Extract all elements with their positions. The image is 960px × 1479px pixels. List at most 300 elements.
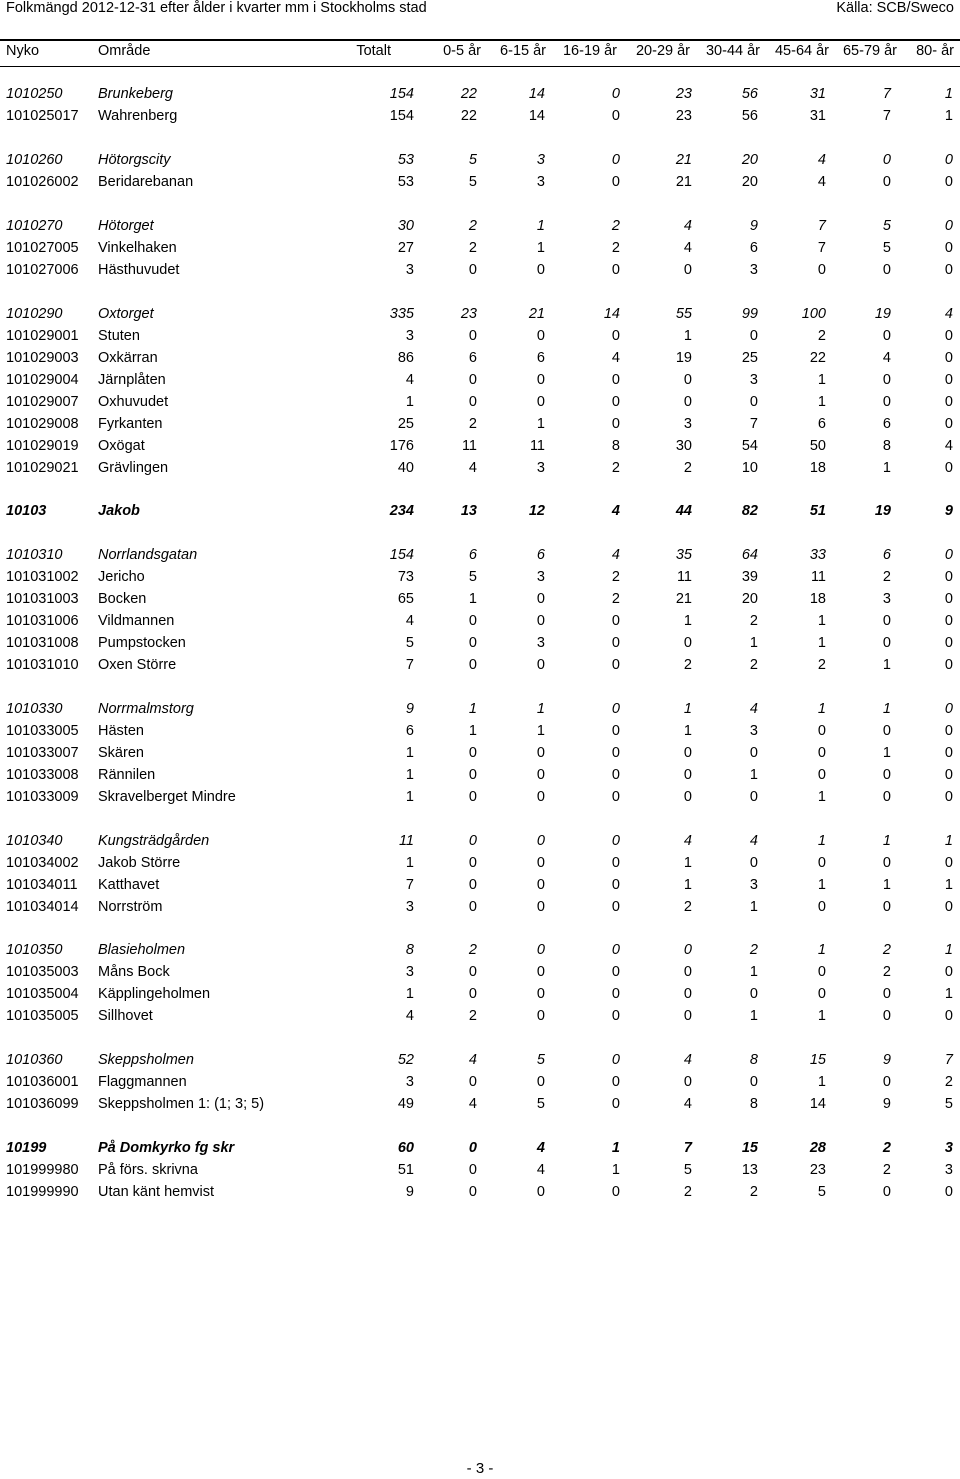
cell-value: 40 — [397, 460, 414, 476]
cell-value: 1 — [944, 108, 953, 124]
cell-omrade: Sillhovet — [98, 1008, 153, 1024]
cell-value: 1 — [683, 701, 692, 717]
cell-omrade: Oxtorget — [98, 306, 154, 322]
cell-value: 154 — [389, 547, 414, 563]
cell-value: 6 — [536, 350, 545, 366]
cell-value: 3 — [405, 964, 414, 980]
cell-value: 0 — [683, 262, 692, 278]
cell-value: 20 — [741, 591, 758, 607]
cell-value: 3 — [405, 1074, 414, 1090]
cell-value: 0 — [944, 328, 953, 344]
cell-value: 0 — [611, 262, 620, 278]
cell-value: 2 — [749, 942, 758, 958]
table-row — [0, 173, 960, 193]
cell-value: 19 — [874, 503, 891, 519]
cell-value: 8 — [405, 942, 414, 958]
cell-value: 52 — [397, 1052, 414, 1068]
cell-value: 0 — [749, 855, 758, 871]
cell-value: 0 — [611, 108, 620, 124]
cell-value: 0 — [611, 328, 620, 344]
cell-omrade: Hästhuvudet — [98, 262, 180, 278]
cell-value: 0 — [468, 789, 477, 805]
cell-value: 51 — [397, 1162, 414, 1178]
cell-value: 15 — [809, 1052, 826, 1068]
cell-value: 0 — [944, 152, 953, 168]
cell-value: 1 — [944, 942, 953, 958]
cell-value: 12 — [528, 503, 545, 519]
cell-value: 1 — [536, 240, 545, 256]
cell-nyko: 101031010 — [6, 657, 79, 673]
cell-nyko: 101035003 — [6, 964, 79, 980]
cell-omrade: Beridarebanan — [98, 174, 194, 190]
cell-value: 0 — [749, 1074, 758, 1090]
cell-omrade: Katthavet — [98, 877, 160, 893]
cell-value: 3 — [536, 635, 545, 651]
cell-omrade: Fyrkanten — [98, 416, 163, 432]
cell-value: 13 — [741, 1162, 758, 1178]
cell-value: 0 — [536, 833, 545, 849]
cell-value: 4 — [882, 350, 891, 366]
cell-value: 9 — [882, 1096, 891, 1112]
cell-value: 1 — [683, 723, 692, 739]
cell-omrade: Hötorget — [98, 218, 154, 234]
cell-value: 1 — [536, 701, 545, 717]
cell-value: 15 — [741, 1140, 758, 1156]
cell-value: 1 — [405, 789, 414, 805]
cell-value: 8 — [882, 438, 891, 454]
cell-omrade: Oxögat — [98, 438, 145, 454]
cell-omrade: Rännilen — [98, 767, 156, 783]
cell-value: 1 — [536, 218, 545, 234]
cell-nyko: 1010290 — [6, 306, 63, 322]
cell-value: 82 — [741, 503, 758, 519]
cell-value: 11 — [529, 438, 545, 454]
cell-value: 0 — [468, 767, 477, 783]
cell-value: 2 — [611, 591, 620, 607]
table-row — [0, 985, 960, 1005]
cell-omrade: Hästen — [98, 723, 144, 739]
cell-value: 1 — [749, 767, 758, 783]
cell-value: 0 — [683, 942, 692, 958]
cell-value: 13 — [460, 503, 477, 519]
column-header-80: 80- år — [916, 43, 954, 59]
cell-value: 0 — [944, 262, 953, 278]
cell-value: 2 — [611, 569, 620, 585]
cell-value: 154 — [389, 86, 414, 102]
table-row — [0, 546, 960, 566]
cell-value: 0 — [683, 394, 692, 410]
cell-value: 1 — [468, 723, 477, 739]
cell-value: 4 — [468, 1096, 477, 1112]
cell-value: 0 — [882, 328, 891, 344]
cell-value: 64 — [741, 547, 758, 563]
cell-value: 19 — [675, 350, 692, 366]
cell-value: 5 — [468, 569, 477, 585]
cell-value: 1 — [611, 1140, 620, 1156]
cell-value: 0 — [468, 899, 477, 915]
cell-value: 0 — [611, 1052, 620, 1068]
cell-value: 4 — [817, 174, 826, 190]
cell-value: 2 — [749, 613, 758, 629]
cell-value: 5 — [536, 1096, 545, 1112]
cell-value: 5 — [882, 240, 891, 256]
table-row — [0, 876, 960, 896]
cell-value: 0 — [944, 613, 953, 629]
cell-nyko: 10199 — [6, 1140, 47, 1156]
cell-value: 33 — [809, 547, 826, 563]
column-header-45-64: 45-64 år — [774, 43, 829, 59]
cell-value: 0 — [683, 1074, 692, 1090]
cell-value: 2 — [468, 942, 477, 958]
cell-value: 0 — [468, 1074, 477, 1090]
cell-value: 3 — [749, 372, 758, 388]
cell-value: 4 — [611, 503, 620, 519]
cell-value: 1 — [405, 745, 414, 761]
cell-value: 3 — [683, 416, 692, 432]
cell-value: 19 — [874, 306, 891, 322]
cell-value: 60 — [397, 1140, 414, 1156]
cell-value: 1 — [468, 701, 477, 717]
cell-value: 4 — [405, 1008, 414, 1024]
cell-omrade: Oxkärran — [98, 350, 158, 366]
cell-value: 0 — [611, 855, 620, 871]
cell-value: 0 — [882, 1184, 891, 1200]
cell-value: 44 — [675, 503, 692, 519]
cell-value: 0 — [944, 569, 953, 585]
cell-value: 1 — [749, 964, 758, 980]
cell-nyko: 1010330 — [6, 701, 63, 717]
cell-value: 0 — [536, 789, 545, 805]
cell-value: 3 — [749, 723, 758, 739]
cell-value: 4 — [536, 1140, 545, 1156]
cell-value: 154 — [389, 108, 414, 124]
cell-value: 4 — [749, 833, 758, 849]
cell-nyko: 10103 — [6, 503, 47, 519]
cell-value: 22 — [460, 108, 477, 124]
table-row — [0, 941, 960, 961]
cell-value: 0 — [468, 372, 477, 388]
cell-value: 0 — [944, 855, 953, 871]
cell-value: 0 — [749, 328, 758, 344]
cell-value: 0 — [536, 942, 545, 958]
cell-nyko: 101035005 — [6, 1008, 79, 1024]
cell-value: 9 — [749, 218, 758, 234]
cell-value: 23 — [460, 306, 477, 322]
cell-omrade: Flaggmannen — [98, 1074, 187, 1090]
cell-nyko: 1010350 — [6, 942, 63, 958]
cell-value: 176 — [389, 438, 414, 454]
cell-value: 1 — [817, 372, 826, 388]
cell-value: 0 — [882, 152, 891, 168]
cell-omrade: Blasieholmen — [98, 942, 186, 958]
cell-value: 0 — [611, 86, 620, 102]
column-header-65-79: 65-79 år — [842, 43, 897, 59]
cell-value: 56 — [741, 86, 758, 102]
cell-omrade: Brunkeberg — [98, 86, 173, 102]
cell-value: 0 — [882, 986, 891, 1002]
cell-omrade: Norrmalmstorg — [98, 701, 194, 717]
cell-value: 5 — [468, 174, 477, 190]
cell-value: 22 — [809, 350, 826, 366]
cell-value: 1 — [944, 986, 953, 1002]
cell-value: 0 — [944, 899, 953, 915]
cell-value: 0 — [749, 745, 758, 761]
cell-value: 0 — [683, 767, 692, 783]
table-row — [0, 327, 960, 347]
cell-value: 3 — [749, 262, 758, 278]
cell-value: 3 — [536, 174, 545, 190]
cell-value: 0 — [536, 1008, 545, 1024]
cell-nyko: 101027005 — [6, 240, 79, 256]
cell-value: 2 — [683, 899, 692, 915]
cell-value: 0 — [536, 899, 545, 915]
table-row — [0, 393, 960, 413]
cell-value: 7 — [405, 657, 414, 673]
cell-value: 0 — [882, 262, 891, 278]
cell-value: 0 — [611, 394, 620, 410]
table-row — [0, 854, 960, 874]
cell-value: 1 — [882, 833, 891, 849]
cell-value: 0 — [611, 723, 620, 739]
cell-value: 0 — [611, 701, 620, 717]
cell-value: 0 — [944, 174, 953, 190]
cell-value: 1 — [817, 701, 826, 717]
cell-value: 0 — [468, 635, 477, 651]
cell-omrade: Bocken — [98, 591, 147, 607]
cell-value: 0 — [611, 635, 620, 651]
cell-value: 5 — [944, 1096, 953, 1112]
cell-value: 0 — [882, 723, 891, 739]
cell-value: 0 — [611, 964, 620, 980]
cell-value: 23 — [809, 1162, 826, 1178]
cell-omrade: Skeppsholmen — [98, 1052, 194, 1068]
cell-value: 4 — [611, 350, 620, 366]
cell-value: 2 — [882, 569, 891, 585]
table-row — [0, 85, 960, 105]
cell-value: 0 — [882, 635, 891, 651]
table-row — [0, 107, 960, 127]
cell-value: 2 — [817, 657, 826, 673]
cell-omrade: Wahrenberg — [98, 108, 178, 124]
cell-value: 2 — [882, 1140, 891, 1156]
cell-value: 21 — [675, 152, 692, 168]
table-row — [0, 1183, 960, 1203]
cell-value: 4 — [683, 240, 692, 256]
cell-value: 1 — [405, 394, 414, 410]
cell-value: 14 — [528, 86, 545, 102]
cell-value: 0 — [536, 964, 545, 980]
cell-value: 4 — [536, 1162, 545, 1178]
cell-value: 0 — [749, 986, 758, 1002]
cell-value: 0 — [536, 745, 545, 761]
cell-value: 1 — [944, 877, 953, 893]
cell-value: 7 — [683, 1140, 692, 1156]
cell-value: 23 — [675, 86, 692, 102]
cell-value: 7 — [749, 416, 758, 432]
cell-value: 0 — [611, 174, 620, 190]
cell-value: 1 — [817, 613, 826, 629]
cell-value: 0 — [468, 613, 477, 629]
column-header-16-19: 16-19 år — [562, 43, 617, 59]
cell-value: 0 — [468, 986, 477, 1002]
cell-nyko: 101029004 — [6, 372, 79, 388]
cell-value: 1 — [882, 657, 891, 673]
cell-value: 9 — [882, 1052, 891, 1068]
cell-value: 1 — [405, 855, 414, 871]
table-row — [0, 788, 960, 808]
cell-value: 0 — [882, 174, 891, 190]
cell-omrade: Jakob Större — [98, 855, 181, 871]
cell-value: 2 — [683, 460, 692, 476]
cell-value: 0 — [468, 1140, 477, 1156]
cell-nyko: 101033005 — [6, 723, 79, 739]
cell-omrade: Järnplåten — [98, 372, 166, 388]
cell-value: 2 — [611, 460, 620, 476]
cell-nyko: 1010260 — [6, 152, 63, 168]
cell-nyko: 1010250 — [6, 86, 63, 102]
cell-value: 22 — [460, 86, 477, 102]
cell-omrade: Jakob — [98, 503, 140, 519]
cell-value: 55 — [675, 306, 692, 322]
column-header-totalt: Totalt — [356, 43, 391, 59]
cell-value: 4 — [683, 1096, 692, 1112]
cell-value: 0 — [944, 1008, 953, 1024]
cell-value: 0 — [683, 745, 692, 761]
table-row — [0, 437, 960, 457]
cell-value: 6 — [749, 240, 758, 256]
cell-value: 51 — [809, 503, 826, 519]
cell-omrade: Utan känt hemvist — [98, 1184, 215, 1200]
cell-omrade: Skeppsholmen 1: (1; 3; 5) — [98, 1096, 265, 1112]
cell-value: 50 — [809, 438, 826, 454]
cell-value: 0 — [536, 372, 545, 388]
cell-value: 0 — [536, 394, 545, 410]
cell-nyko: 101029008 — [6, 416, 79, 432]
cell-value: 0 — [944, 591, 953, 607]
cell-value: 7 — [882, 108, 891, 124]
table-row — [0, 459, 960, 479]
cell-value: 2 — [611, 218, 620, 234]
cell-value: 18 — [809, 591, 826, 607]
cell-value: 0 — [944, 416, 953, 432]
cell-omrade: Skären — [98, 745, 144, 761]
cell-value: 30 — [675, 438, 692, 454]
cell-value: 1 — [405, 986, 414, 1002]
cell-value: 3 — [749, 877, 758, 893]
cell-value: 1 — [817, 635, 826, 651]
cell-nyko: 101034002 — [6, 855, 79, 871]
cell-value: 0 — [468, 877, 477, 893]
cell-value: 4 — [468, 1052, 477, 1068]
cell-value: 5 — [882, 218, 891, 234]
cell-value: 0 — [817, 262, 826, 278]
column-header-20-29: 20-29 år — [635, 43, 690, 59]
cell-nyko: 101031003 — [6, 591, 79, 607]
cell-value: 0 — [882, 1074, 891, 1090]
cell-value: 0 — [611, 877, 620, 893]
cell-omrade: På förs. skrivna — [98, 1162, 198, 1178]
cell-value: 0 — [611, 613, 620, 629]
table-row — [0, 963, 960, 983]
cell-value: 1 — [944, 86, 953, 102]
cell-omrade: Grävlingen — [98, 460, 169, 476]
cell-value: 65 — [397, 591, 414, 607]
cell-omrade: Käpplingeholmen — [98, 986, 211, 1002]
cell-value: 1 — [611, 1162, 620, 1178]
cell-value: 8 — [749, 1096, 758, 1112]
table-row — [0, 415, 960, 435]
cell-value: 0 — [468, 657, 477, 673]
cell-value: 2 — [882, 942, 891, 958]
cell-nyko: 101029001 — [6, 328, 79, 344]
cell-value: 1 — [405, 767, 414, 783]
cell-value: 6 — [882, 416, 891, 432]
cell-omrade: Skravelberget Mindre — [98, 789, 236, 805]
cell-value: 3 — [536, 460, 545, 476]
cell-value: 4 — [683, 833, 692, 849]
cell-value: 11 — [461, 438, 477, 454]
cell-value: 2 — [468, 416, 477, 432]
table-row — [0, 590, 960, 610]
cell-value: 0 — [536, 591, 545, 607]
data-source: Källa: SCB/Sweco — [836, 0, 954, 16]
cell-value: 1 — [817, 942, 826, 958]
cell-value: 0 — [683, 789, 692, 805]
cell-nyko: 101031008 — [6, 635, 79, 651]
table-row — [0, 151, 960, 171]
cell-value: 0 — [882, 855, 891, 871]
cell-value: 0 — [536, 657, 545, 673]
cell-value: 8 — [749, 1052, 758, 1068]
cell-value: 7 — [817, 218, 826, 234]
cell-value: 0 — [468, 1184, 477, 1200]
cell-value: 0 — [683, 372, 692, 388]
cell-nyko: 101031002 — [6, 569, 79, 585]
table-row — [0, 239, 960, 259]
cell-value: 1 — [882, 460, 891, 476]
cell-value: 0 — [468, 745, 477, 761]
cell-nyko: 101035004 — [6, 986, 79, 1002]
table-row — [0, 568, 960, 588]
cell-value: 1 — [683, 328, 692, 344]
cell-omrade: På Domkyrko fg skr — [98, 1140, 235, 1156]
cell-value: 9 — [405, 701, 414, 717]
cell-value: 0 — [944, 460, 953, 476]
table-row — [0, 1095, 960, 1115]
cell-value: 0 — [468, 328, 477, 344]
cell-value: 1 — [817, 833, 826, 849]
cell-value: 0 — [817, 986, 826, 1002]
cell-value: 0 — [944, 789, 953, 805]
cell-value: 0 — [944, 964, 953, 980]
cell-omrade: Jericho — [98, 569, 145, 585]
cell-omrade: Stuten — [98, 328, 140, 344]
cell-value: 2 — [611, 240, 620, 256]
cell-value: 0 — [749, 789, 758, 805]
cell-value: 11 — [398, 833, 414, 849]
cell-value: 4 — [683, 1052, 692, 1068]
cell-value: 4 — [817, 152, 826, 168]
cell-nyko: 101034014 — [6, 899, 79, 915]
cell-value: 3 — [405, 899, 414, 915]
cell-value: 0 — [611, 1096, 620, 1112]
cell-value: 1 — [683, 613, 692, 629]
cell-value: 0 — [683, 1008, 692, 1024]
cell-nyko: 101036001 — [6, 1074, 79, 1090]
cell-value: 0 — [536, 986, 545, 1002]
table-row — [0, 1139, 960, 1159]
cell-value: 2 — [944, 1074, 953, 1090]
